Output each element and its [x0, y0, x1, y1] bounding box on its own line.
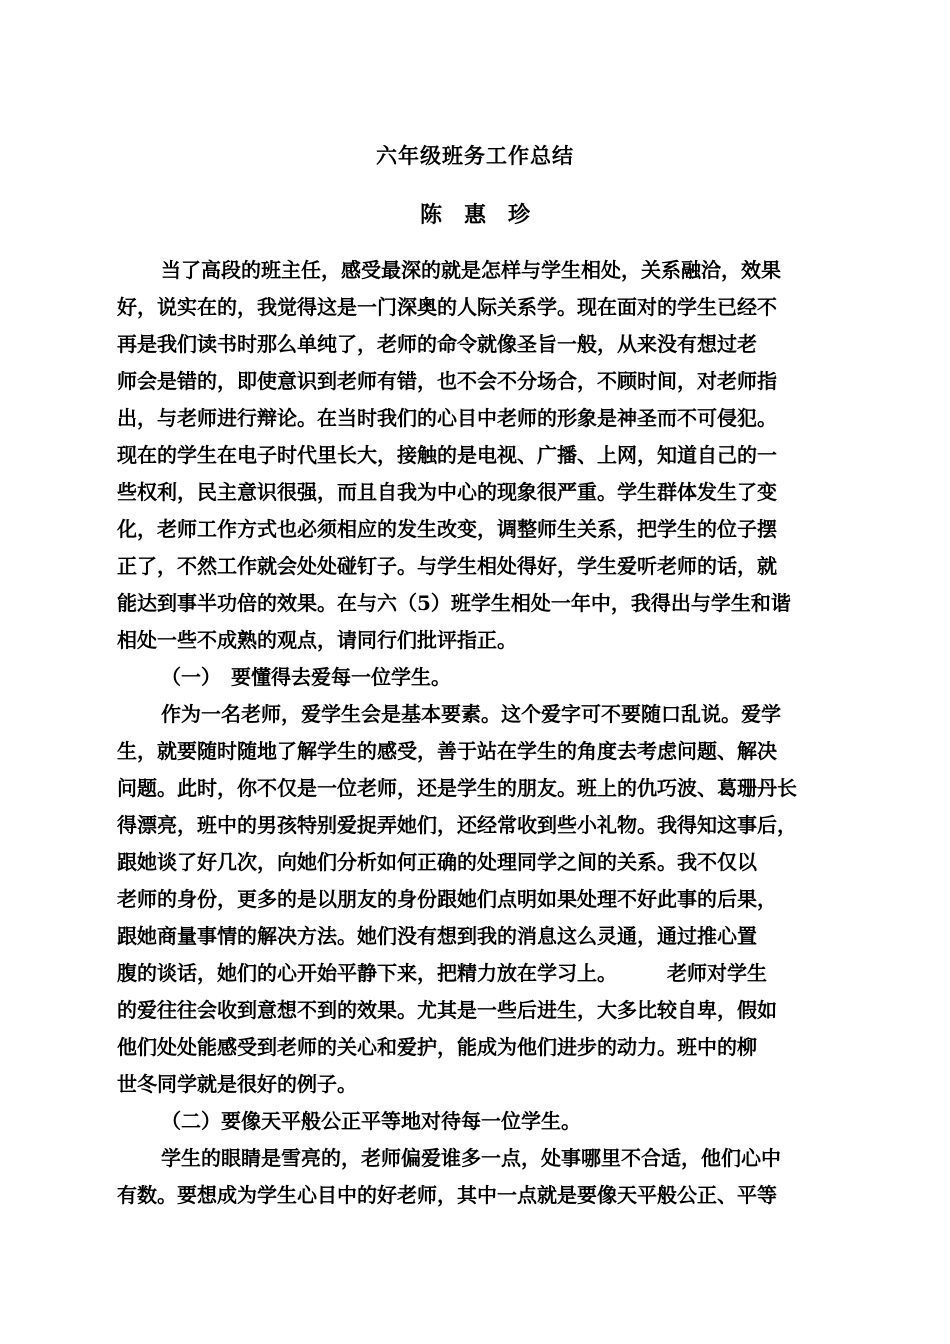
document-author: 陈 惠 珍 — [419, 202, 530, 228]
text-line: 师会是错的，即使意识到老师有错，也不会不分场合，不顾时间，对老师指 — [117, 369, 777, 393]
text-line: 作为一名老师，爱学生会是基本要素。这个爱字可不要随口乱说。爱学 — [161, 702, 781, 726]
text-line: 化，老师工作方式也必须相应的发生改变，调整师生关系，把学生的位子摆 — [117, 517, 777, 541]
text-line: 些权利，民主意识很强，而且自我为中心的现象很严重。学生群体发生了变 — [117, 480, 777, 504]
text-line: 老师的身份，更多的是以朋友的身份跟她们点明如果处理不好此事的后果， — [117, 887, 777, 911]
text-line: 跟她商量事情的解决方法。她们没有想到我的消息这么灵通，通过推心置 — [117, 924, 757, 948]
text-line: 当了高段的班主任，感受最深的就是怎样与学生相处，关系融洽，效果 — [161, 258, 781, 282]
text-line: 有数。要想成为学生心目中的好老师，其中一点就是要像天平般公正、平等 — [117, 1183, 777, 1207]
text-line: 正了，不然工作就会处处碰钉子。与学生相处得好，学生爱听老师的话，就 — [117, 554, 777, 578]
text-line: 现在的学生在电子时代里长大，接触的是电视、广播、上网，知道自己的一 — [117, 443, 777, 467]
text-line: （二）要像天平般公正平等地对待每一位学生。 — [161, 1109, 581, 1133]
text-line: 相处一些不成熟的观点，请同行们批评指正。 — [117, 628, 517, 652]
text-line: 再是我们读书时那么单纯了，老师的命令就像圣旨一般，从来没有想过老 — [117, 332, 757, 356]
text-line: 好，说实在的，我觉得这是一门深奥的人际关系学。现在面对的学生已经不 — [117, 295, 777, 319]
text-line: 得漂亮，班中的男孩特别爱捉弄她们，还经常收到些小礼物。我得知这事后， — [117, 813, 797, 837]
document-title: 六年级班务工作总结 — [376, 143, 574, 168]
text-line: 跟她谈了好几次，向她们分析如何正确的处理同学之间的关系。我不仅以 — [117, 850, 757, 874]
text-line: 世冬同学就是很好的例子。 — [117, 1072, 357, 1096]
text-line: 的爱往往会收到意想不到的效果。尤其是一些后进生，大多比较自卑，假如 — [117, 998, 777, 1022]
text-line: 生，就要随时随地了解学生的感受，善于站在学生的角度去考虑问题、解决 — [117, 739, 777, 763]
text-line: 学生的眼睛是雪亮的，老师偏爱谁多一点，处事哪里不合适，他们心中 — [161, 1146, 781, 1170]
text-line: 问题。此时，你不仅是一位老师，还是学生的朋友。班上的仇巧波、葛珊丹长 — [117, 776, 797, 800]
text-line: （一） 要懂得去爱每一位学生。 — [161, 665, 451, 689]
text-line: 能达到事半功倍的效果。在与六（5）班学生相处一年中，我得出与学生和谐 — [117, 591, 791, 615]
text-line: 腹的谈话，她们的心开始平静下来，把精力放在学习上。 老师对学生 — [117, 961, 767, 985]
text-line: 他们处处能感受到老师的关心和爱护，能成为他们进步的动力。班中的柳 — [117, 1035, 757, 1059]
document-body — [117, 252, 835, 1214]
text-line: 出，与老师进行辩论。在当时我们的心目中老师的形象是神圣而不可侵犯。 — [117, 406, 777, 430]
